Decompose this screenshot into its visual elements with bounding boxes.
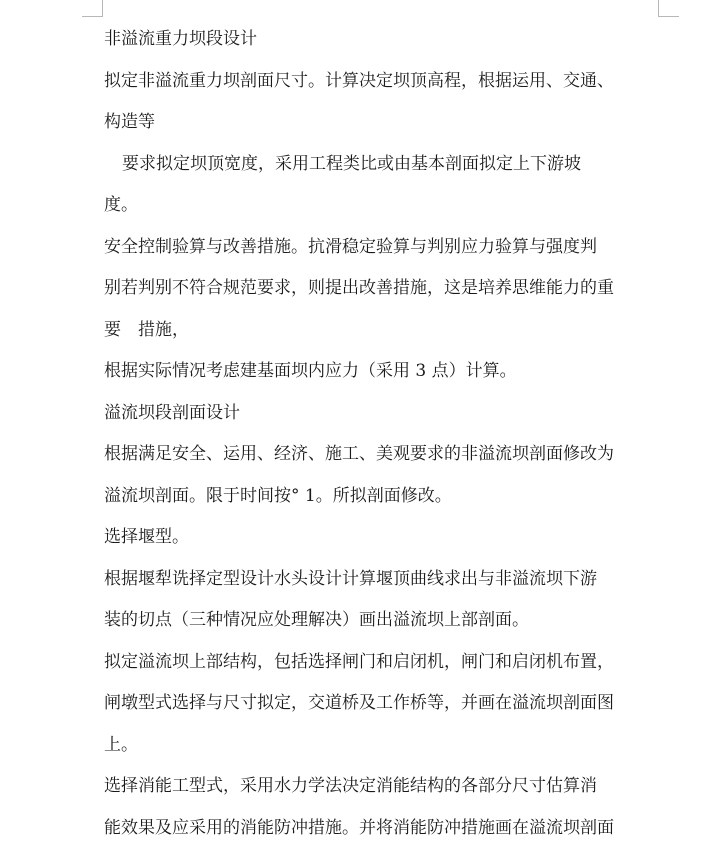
- paragraph-line: 要 措施，: [104, 315, 664, 357]
- paragraph-line: 上。: [104, 730, 664, 772]
- paragraph-line: 根据堰犁诜择定型设计水头设计计算堰顶曲线求出与非溢流坝下游: [104, 564, 664, 606]
- paragraph-line: 根据满足安全、运用、经济、施工、美观要求的非溢流坝剖面修改为: [104, 439, 664, 481]
- paragraph-line: 装的切点（三种情况应处理解决）画出溢流坝上部剖面。: [104, 605, 664, 647]
- paragraph-line: 根据实际情况考虑建基面坝内应力（采用 3 点）计算。: [104, 356, 664, 398]
- paragraph-line: 溢流坝剖面。限于时间按° 1。所拟剖面修改。: [104, 481, 664, 523]
- paragraph-line: 选择消能工型式，采用水力学法决定消能结构的各部分尺寸估算消: [104, 771, 664, 813]
- paragraph-line: 构造等: [104, 107, 664, 149]
- paragraph-line: 度。: [104, 190, 664, 232]
- paragraph-line: 拟定溢流坝上部结构，包括选择闸门和启闭机，闸门和启闭机布置，: [104, 647, 664, 689]
- crop-mark-top-left: [82, 0, 103, 17]
- section-heading-overflow-dam: 溢流坝段剖面设计: [104, 398, 664, 440]
- paragraph-line: 安全控制验算与改善措施。抗滑稳定验算与判别应力验算与强度判: [104, 232, 664, 274]
- paragraph-line: 别若判别不符合规范要求，则提出改善措施，这是培养思维能力的重: [104, 273, 664, 315]
- paragraph-line: 拟定非溢流重力坝剖面尺寸。计算决定坝顶高程，根据运用、交通、: [104, 66, 664, 108]
- crop-mark-top-right: [658, 0, 679, 17]
- paragraph-line-indented: 要求拟定坝顶宽度，采用工程类比或由基本剖面拟定上下游坡: [104, 149, 664, 191]
- paragraph-line: 选择堰型。: [104, 522, 664, 564]
- section-heading-non-overflow-dam: 非溢流重力坝段设计: [104, 24, 664, 66]
- paragraph-line: 闸墩型式选择与尺寸拟定，交道桥及工作桥等，并画在溢流坝剖面图: [104, 688, 664, 730]
- document-body: [104, 24, 664, 854]
- paragraph-line: 能效果及应采用的消能防冲措施。并将消能防冲措施画在溢流坝剖面: [104, 813, 664, 854]
